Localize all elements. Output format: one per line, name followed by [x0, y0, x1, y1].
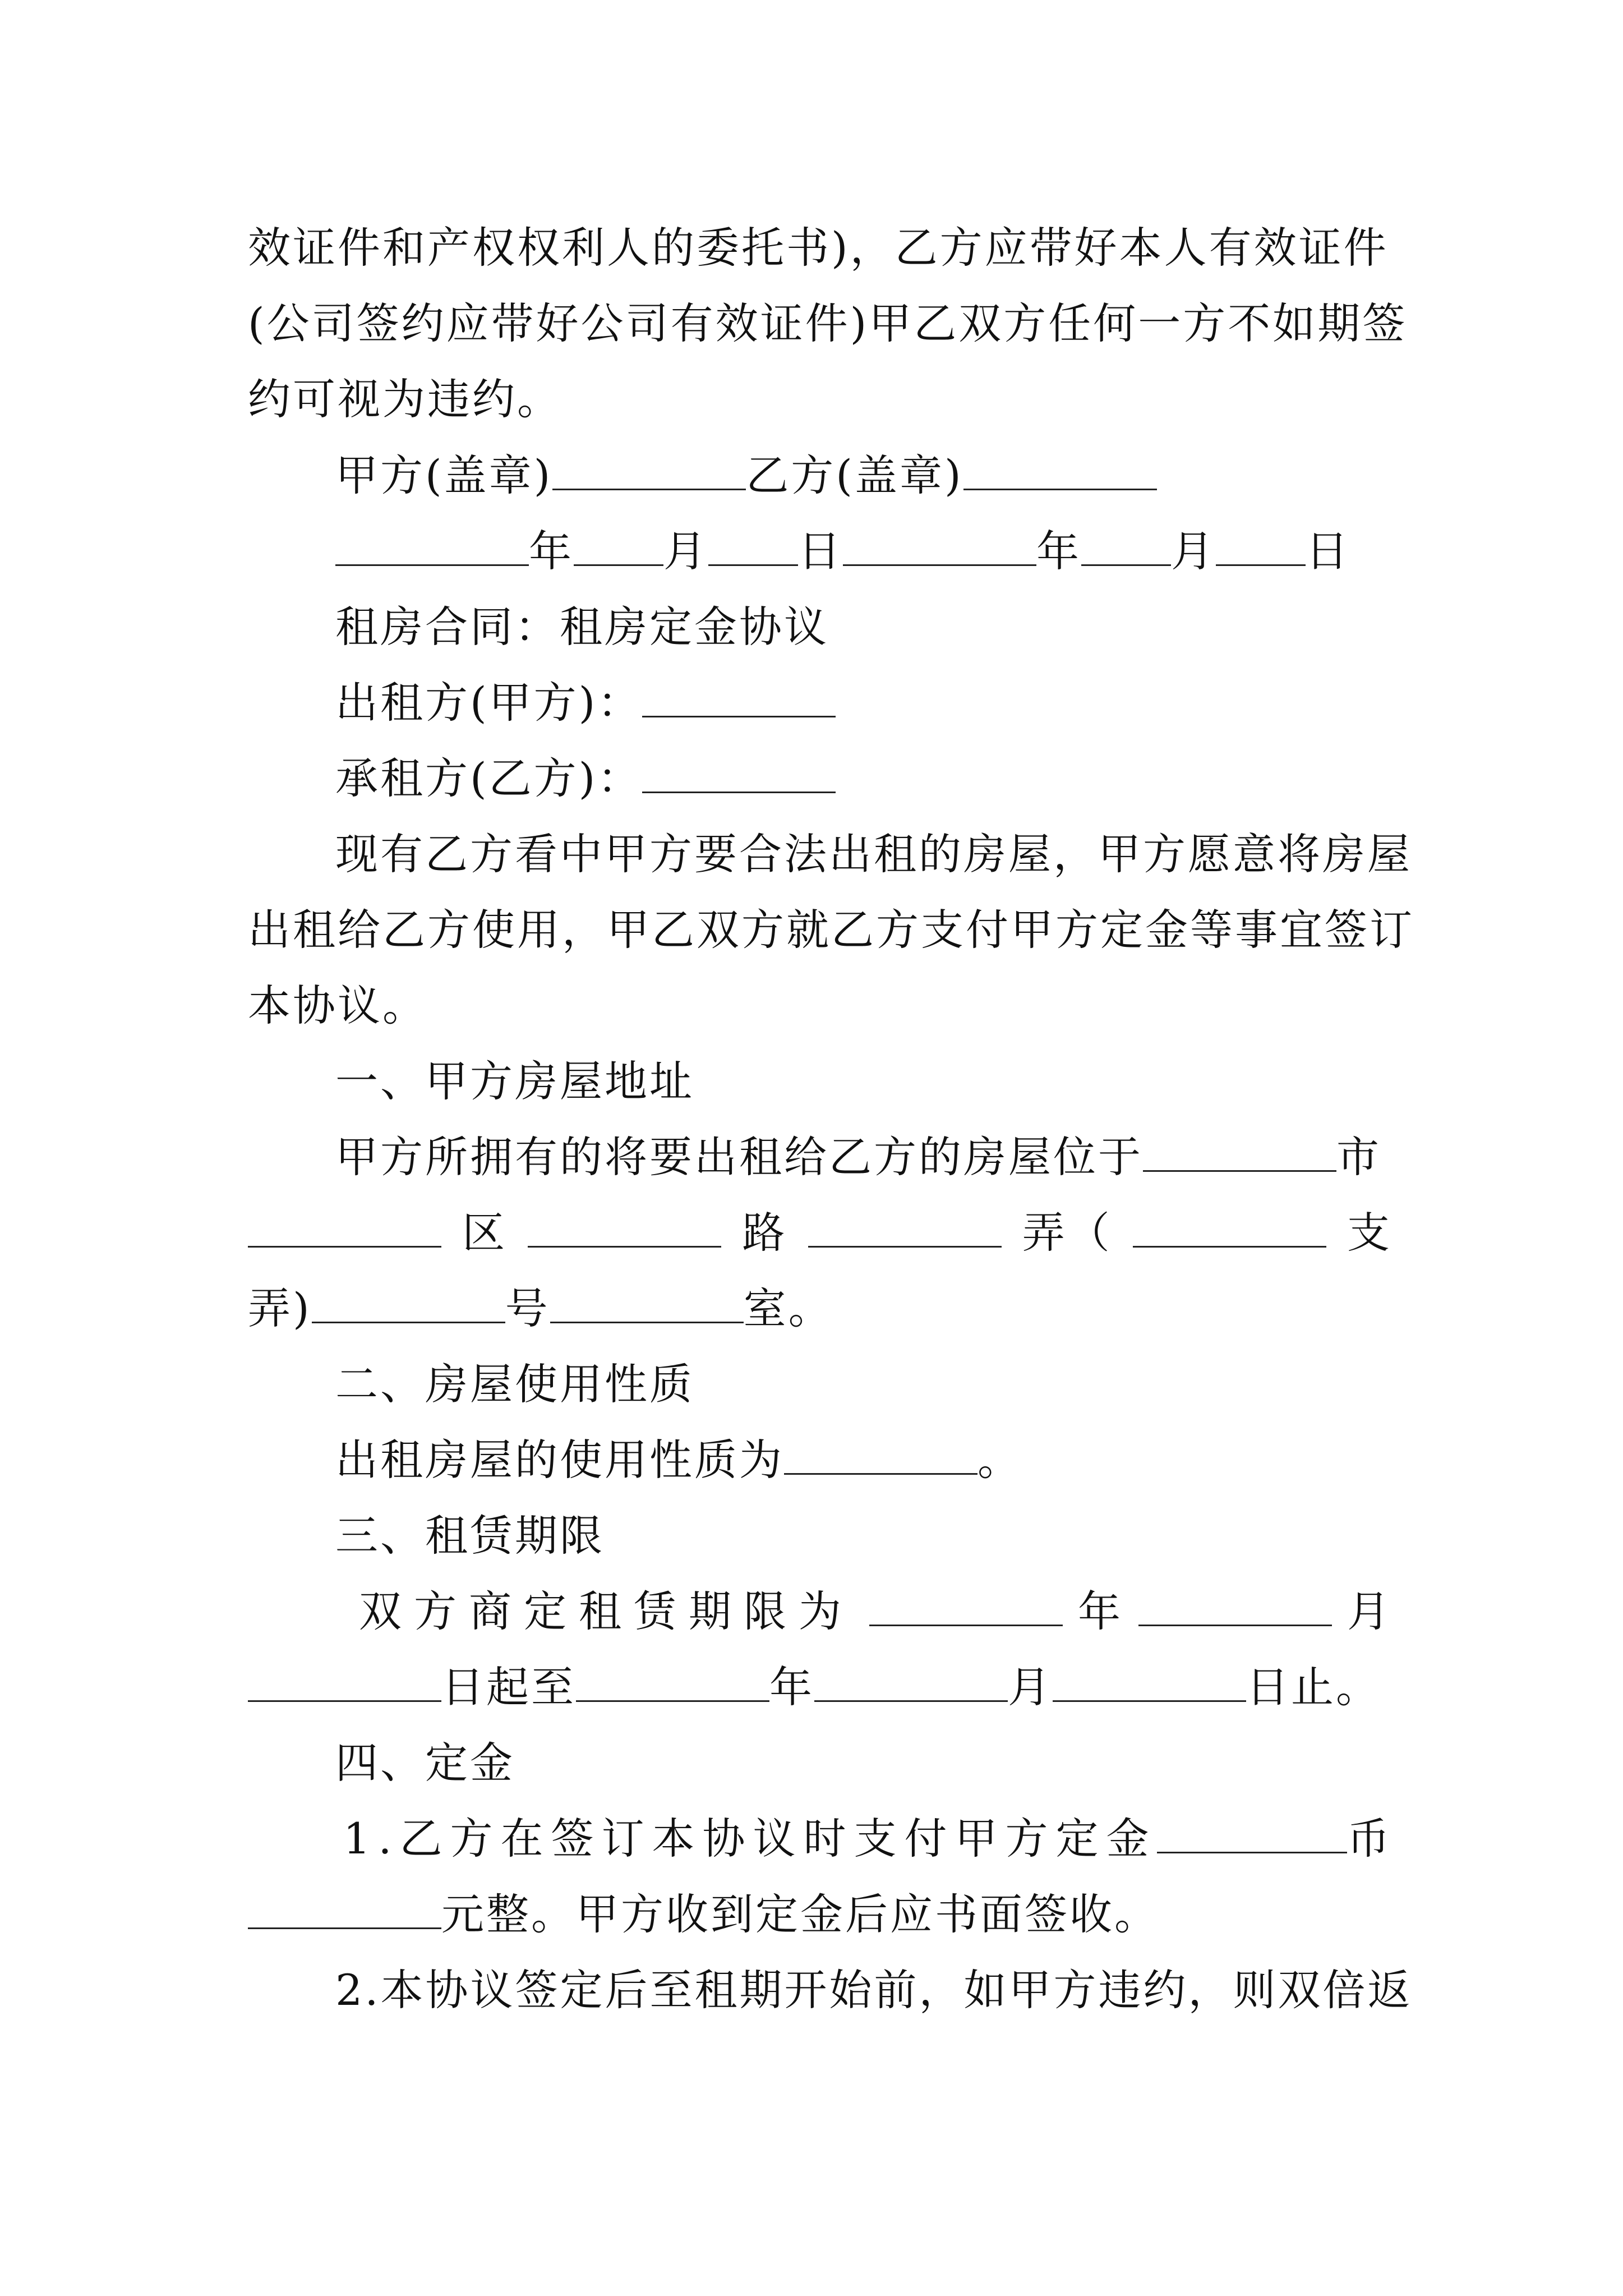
- blank-field: [784, 1434, 978, 1475]
- blank-field: [642, 752, 836, 793]
- term-line: [248, 1659, 1392, 1715]
- blank-field: [1138, 1585, 1332, 1626]
- blank-field: [528, 1207, 721, 1248]
- lessee-line: [335, 751, 1392, 807]
- deposit-line: [343, 1811, 1392, 1867]
- text: 一、甲方房屋地址: [335, 1056, 694, 1106]
- text: 出租房屋的使用性质为: [335, 1435, 784, 1485]
- address-line: [248, 1205, 1392, 1261]
- blank-field: [808, 1207, 1002, 1248]
- branch-label: 支: [1347, 1208, 1392, 1258]
- lessor-line: [335, 675, 1392, 731]
- signature-line: [335, 448, 1392, 504]
- usage-line: [335, 1432, 1392, 1488]
- text: 三、租赁期限: [335, 1511, 605, 1561]
- text: 1.乙方在签订本协议时支付甲方定金: [343, 1814, 1157, 1864]
- month-label: 月: [1008, 1662, 1053, 1712]
- day-label: 日: [798, 526, 843, 576]
- lessee-label: 承租方(乙方)：: [335, 753, 643, 803]
- paragraph-line: [248, 371, 1392, 427]
- blank-field: [1133, 1207, 1326, 1248]
- paragraph-line: [335, 826, 1412, 882]
- lane-label: 弄（: [1022, 1208, 1112, 1258]
- day-label: 日: [1306, 526, 1350, 576]
- room-label: 室。: [743, 1283, 833, 1333]
- text: 2.本协议签定后至租期开始前，如甲方违约，则双倍返: [335, 1965, 1413, 2015]
- text: 出租给乙方使用，甲乙双方就乙方支付甲方定金等事宜签订: [248, 905, 1414, 955]
- text: 日起至: [441, 1662, 576, 1712]
- blank-field: [843, 525, 1036, 566]
- text: 二、房屋使用性质: [335, 1359, 694, 1409]
- branch-label-end: 弄): [248, 1283, 312, 1333]
- term-line: [359, 1584, 1392, 1640]
- blank-field: [248, 1207, 441, 1248]
- blank-field: [1081, 525, 1171, 566]
- blank-field: [814, 1661, 1008, 1702]
- text: 本协议。: [248, 981, 427, 1030]
- section-heading: [335, 1508, 1392, 1564]
- text: 四、定金: [335, 1738, 515, 1788]
- year-label: 年: [529, 526, 574, 576]
- blank-field: [574, 525, 663, 566]
- text: 租房合同：租房定金协议: [335, 602, 829, 652]
- section-heading: [335, 1053, 1392, 1110]
- party-b-seal-label: 乙方(盖章): [746, 450, 963, 500]
- year-label: 年: [1036, 526, 1081, 576]
- blank-field: [869, 1585, 1063, 1626]
- blank-field: [1216, 525, 1306, 566]
- blank-field: [552, 449, 746, 490]
- section-heading: [335, 1735, 1392, 1791]
- blank-field: [248, 1888, 441, 1929]
- blank-field: [708, 525, 798, 566]
- month-label: 月: [663, 526, 708, 576]
- blank-field: [312, 1282, 505, 1323]
- paragraph-line: [335, 1962, 1413, 2018]
- month-label: 月: [1171, 526, 1216, 576]
- section-heading: [335, 1356, 1392, 1412]
- year-label: 年: [769, 1662, 814, 1712]
- text: 现有乙方看中甲方要合法出租的房屋，甲方愿意将房屋: [335, 829, 1412, 879]
- blank-field: [1143, 1131, 1336, 1172]
- text: 元整。甲方收到定金后应书面签收。: [441, 1889, 1159, 1939]
- text: 效证件和产权权利人的委托书)，乙方应带好本人有效证件: [248, 223, 1389, 273]
- blank-field: [642, 677, 836, 717]
- text: 约可视为违约。: [248, 374, 562, 424]
- deposit-line: [248, 1887, 1392, 1943]
- address-line: [335, 1129, 1392, 1185]
- road-label: 路: [742, 1208, 787, 1258]
- date-line: [335, 523, 1392, 579]
- blank-field: [550, 1282, 744, 1323]
- paragraph-line: [248, 220, 1392, 276]
- blank-field: [963, 449, 1157, 490]
- district-label: 区: [462, 1208, 508, 1258]
- paragraph-line: [248, 296, 1408, 352]
- year-label: 年: [1078, 1586, 1123, 1636]
- currency-label: 币: [1347, 1814, 1392, 1864]
- contract-title: [335, 599, 1392, 655]
- number-label: 号: [505, 1283, 550, 1333]
- city-label: 市: [1336, 1132, 1381, 1182]
- text: 双方商定租赁期限为: [359, 1586, 854, 1636]
- month-label: 月: [1347, 1586, 1392, 1636]
- text: 日止。: [1246, 1662, 1381, 1712]
- blank-field: [1157, 1812, 1347, 1853]
- address-line: [248, 1281, 1392, 1337]
- blank-field: [335, 525, 529, 566]
- paragraph-line: [248, 902, 1414, 958]
- blank-field: [248, 1661, 441, 1702]
- paragraph-line: [248, 978, 1392, 1034]
- text: 甲方所拥有的将要出租给乙方的房屋位于: [335, 1132, 1143, 1182]
- lessor-label: 出租方(甲方)：: [335, 678, 643, 728]
- blank-field: [1053, 1661, 1246, 1702]
- blank-field: [576, 1661, 769, 1702]
- party-a-seal-label: 甲方(盖章): [335, 450, 553, 500]
- text: (公司签约应带好公司有效证件)甲乙双方任何一方不如期签: [248, 298, 1408, 348]
- text: 。: [978, 1435, 1022, 1485]
